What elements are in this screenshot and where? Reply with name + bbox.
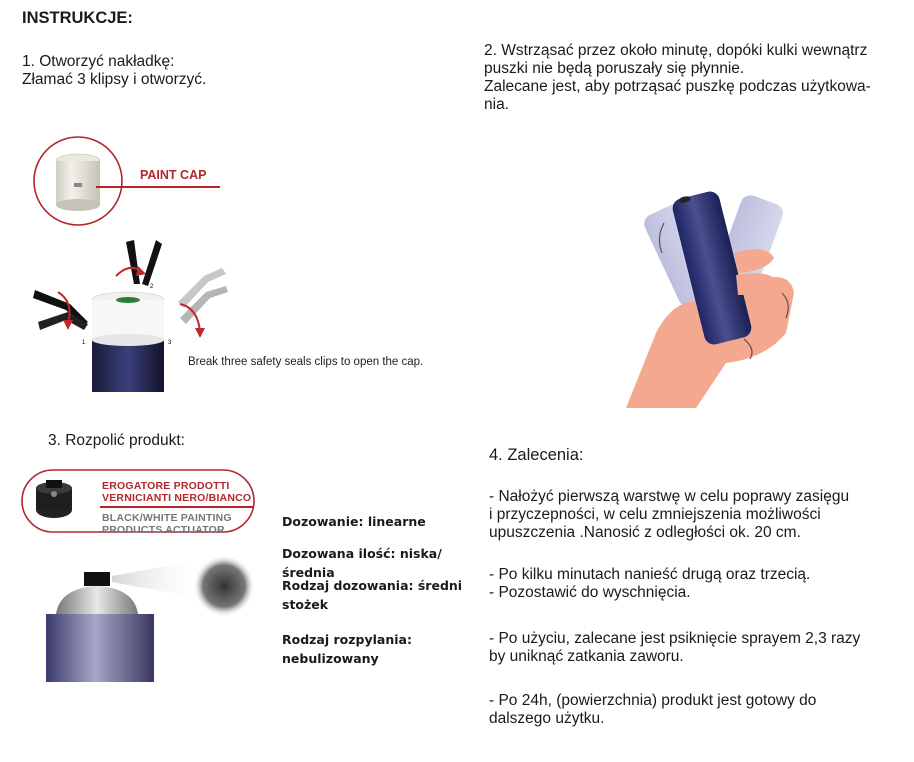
clip-number-1: 1: [82, 340, 86, 346]
paint-cap-illustration: [30, 133, 230, 243]
actuator-underline: [100, 506, 254, 508]
step2-line4: nia.: [484, 96, 509, 113]
recommendation-1-line3: upuszczenia .Nanosić z odległości ok. 20 cm.: [489, 524, 801, 541]
actuator-label-it-1: EROGATORE PRODOTTI: [102, 480, 230, 492]
actuator-label-en-1: BLACK/WHITE PAINTING: [102, 512, 232, 524]
clip-number-3: 3: [168, 340, 172, 346]
step2-line2: puszki nie będą poruszały się płynnie.: [484, 60, 745, 77]
recommendation-5: [489, 692, 887, 728]
actuator-label-en-2: PRODUCTS ACTUATOR: [102, 524, 225, 536]
spray-can-illustration: [40, 552, 260, 684]
clip-number-2: 2: [150, 284, 154, 290]
step2-text: [484, 42, 906, 114]
recommendation-1-line1: - Nałożyć pierwszą warstwę w celu poprawy zasięgu: [489, 488, 850, 505]
spec-quantity: Dozowana ilość: niska/średnia: [282, 546, 442, 580]
actuator-label-it: [102, 480, 251, 504]
spec-dosing-type-2: stożek: [282, 597, 329, 612]
recommendation-5-line1: - Po 24h, (powierzchnia) produkt jest gotowy do: [489, 692, 817, 709]
spec-dosing: Dozowanie: linearne: [282, 514, 426, 529]
spec-spray-type-2: nebulizowany: [282, 651, 379, 666]
recommendation-1-line2: i przyczepności, w celu zmniejszenia możliwości: [489, 506, 821, 523]
recommendation-2-line1: - Po kilku minutach nanieść drugą oraz trzecią.: [489, 566, 811, 583]
step3-heading: 3. Rozpolić produkt:: [48, 432, 185, 449]
step2-line1: 2. Wstrząsać przez około minutę, dopóki kulki wewnątrz: [484, 42, 868, 59]
page-title: INSTRUKCJE:: [22, 9, 133, 27]
clip-caption: Break three safety seals clips to open the cap.: [188, 356, 424, 368]
spec-dosing-type-1: Rodzaj dozowania: średni: [282, 578, 463, 593]
step1-instruction: Złamać 3 klipsy i otworzyć.: [22, 71, 207, 88]
actuator-label-en: [102, 512, 232, 536]
recommendation-3-line1: - Pozostawić do wyschnięcia.: [489, 584, 691, 601]
recommendation-4-line1: - Po użyciu, zalecane jest psiknięcie sprayem 2,3 razy: [489, 630, 861, 647]
recommendation-1: [489, 488, 887, 542]
step1-heading: 1. Otworzyć nakładkę:: [22, 53, 175, 70]
clip-breaking-illustration: [30, 232, 240, 397]
spec-dosing-type: [282, 576, 482, 614]
step1-text: [22, 53, 422, 89]
step4-heading: 4. Zalecenia:: [489, 446, 584, 464]
spec-spray-type: [282, 630, 482, 668]
spec-spray-type-1: Rodzaj rozpylania:: [282, 632, 412, 647]
step2-line3: Zalecane jest, aby potrząsać puszkę podczas użytkowa-: [484, 78, 871, 95]
paint-cap-label: PAINT CAP: [140, 168, 207, 182]
shaking-can-illustration: [616, 183, 826, 408]
actuator-label-it-2: VERNICIANTI NERO/BIANCO: [102, 492, 252, 504]
recommendation-4-line2: by uniknąć zatkania zaworu.: [489, 648, 684, 665]
recommendation-2: [489, 566, 887, 602]
paint-cap-underline: [96, 186, 220, 188]
recommendation-4: [489, 630, 887, 666]
recommendation-5-line2: dalszego użytku.: [489, 710, 605, 727]
